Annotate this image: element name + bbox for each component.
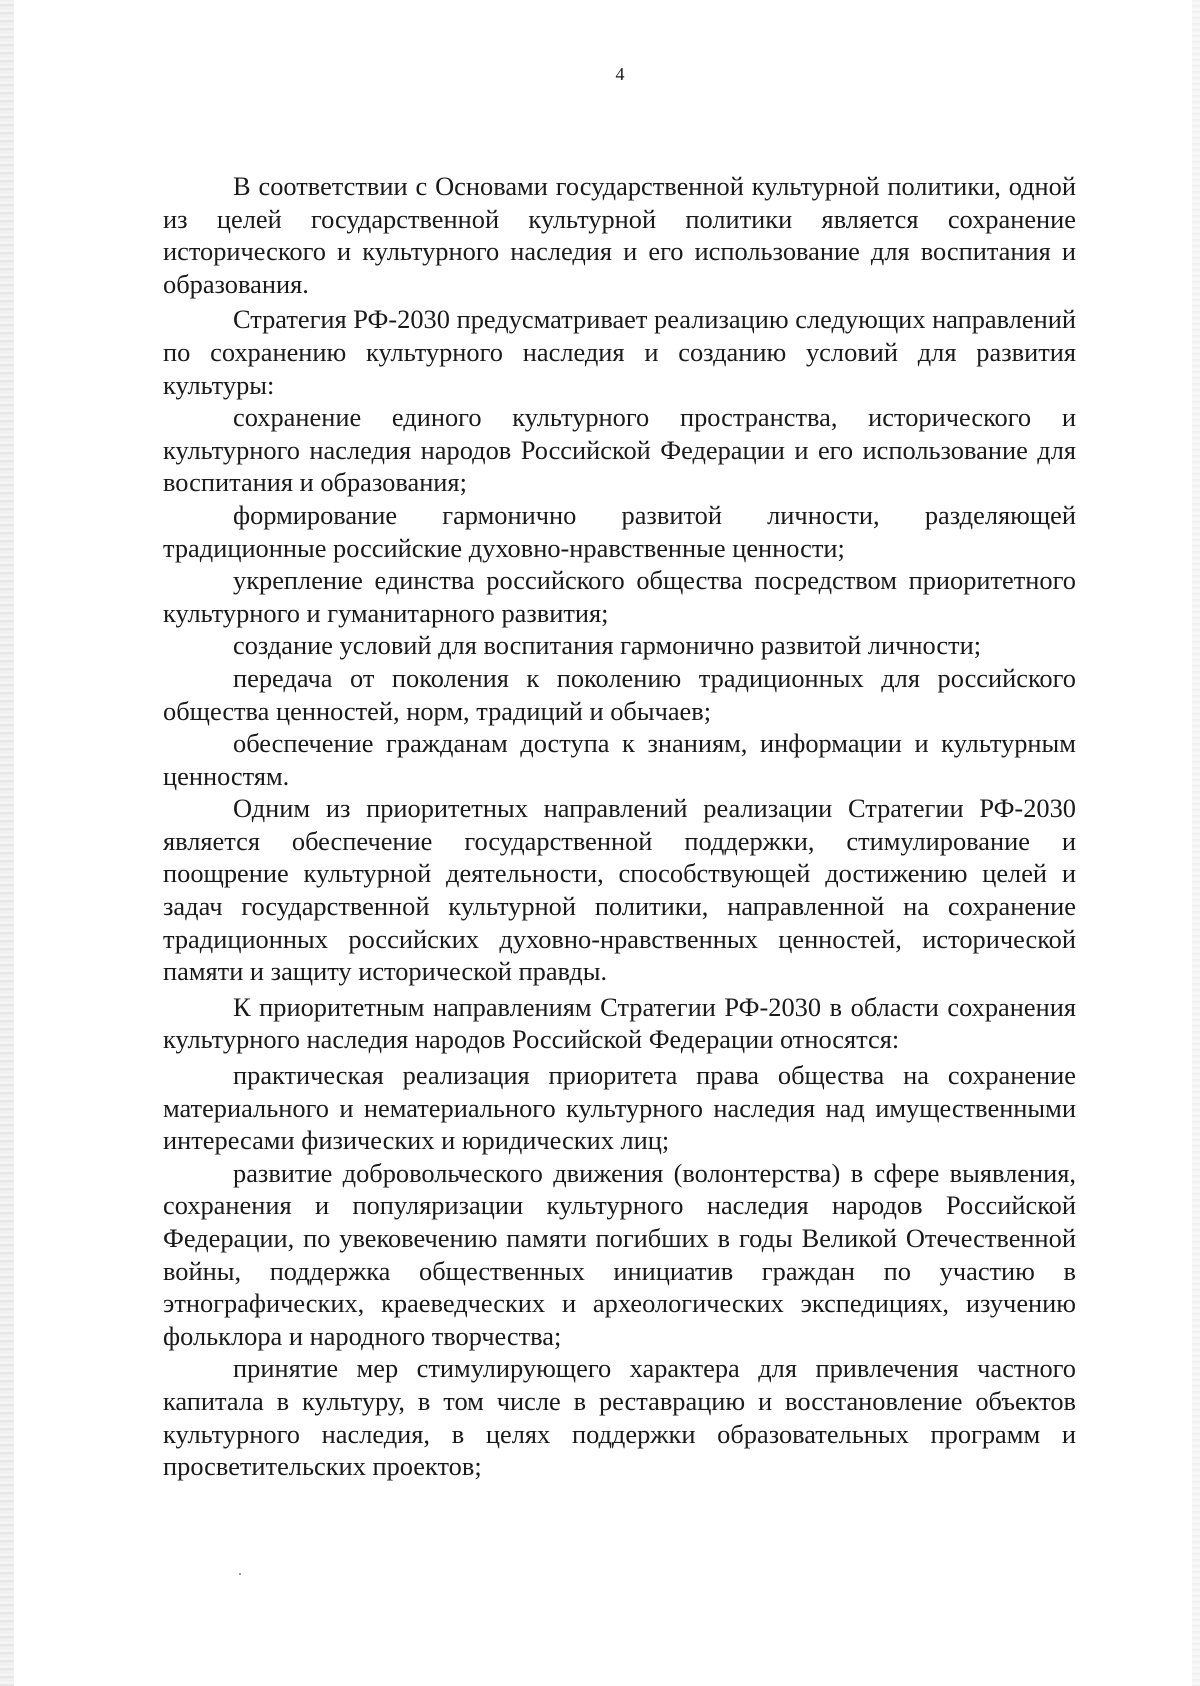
list-item: укрепление единства российского общества посредством приоритетного культурного и гуманитарного развития;: [163, 565, 1076, 628]
list-item: формирование гармонично развитой личности, разделяющей традиционные российские духовно-нравственные ценности;: [163, 499, 1076, 563]
scan-edge-left: [0, 0, 14, 1686]
scan-edge-right: [1192, 0, 1200, 1686]
list-item: практическая реализация приоритета права общества на сохранение материального и нематериального культурного наследия над имущественными интересами физических и юридических лиц;: [163, 1060, 1076, 1156]
list-item: принятие мер стимулирующего характера для привлечения частного капитала в культуру, в том числе в реставрацию и восстановление объектов культурного наследия, в целях поддержки образовательных программ и просветительских проектов;: [163, 1353, 1076, 1482]
list-item: создание условий для воспитания гармонично развитой личности;: [233, 630, 982, 661]
document-body: [163, 170, 1076, 1483]
list-item: передача от поколения к поколению традиционных для российского общества ценностей, норм, традиций и обычаев;: [163, 662, 1076, 726]
list-item: обеспечение гражданам доступа к знаниям, информации и культурным ценностям.: [163, 728, 1076, 791]
list-item: развитие добровольческого движения (волонтерства) в сфере выявления, сохранения и популяризации культурного наследия народов Российской Федерации, по увековечению памяти погибших в годы Великой Отечественной войны, поддержка общественных инициатив граждан по участию в этнографических, краеведческих и археологических экспедициях, изучению фольклора и народного творчества;: [163, 1157, 1076, 1351]
scan-speck: [239, 1573, 241, 1575]
paragraph: Одним из приоритетных направлений реализации Стратегии РФ-2030 является обеспечение государственной поддержки, стимулирование и поощрение культурной деятельности, способствующей достижению целей и задач государственной культурной политики, направленной на сохранение традиционных российских духовно-нравственных ценностей, исторической памяти и защиту исторической правды.: [163, 793, 1076, 987]
paragraph: Стратегия РФ-2030 предусматривает реализацию следующих направлений по сохранению культурного наследия и созданию условий для развития культуры:: [163, 304, 1076, 400]
page-number: 4: [615, 64, 625, 84]
paragraph: К приоритетным направлениям Стратегии РФ-2030 в области сохранения культурного наследия народов Российской Федерации относятся:: [163, 991, 1076, 1055]
paragraph: В соответствии с Основами государственной культурной политики, одной из целей государственной культурной политики является сохранение исторического и культурного наследия и его использование для воспитания и образования.: [163, 171, 1076, 299]
list-item: сохранение единого культурного пространства, исторического и культурного наследия народов Российской Федерации и его использование для воспитания и образования;: [163, 402, 1076, 498]
